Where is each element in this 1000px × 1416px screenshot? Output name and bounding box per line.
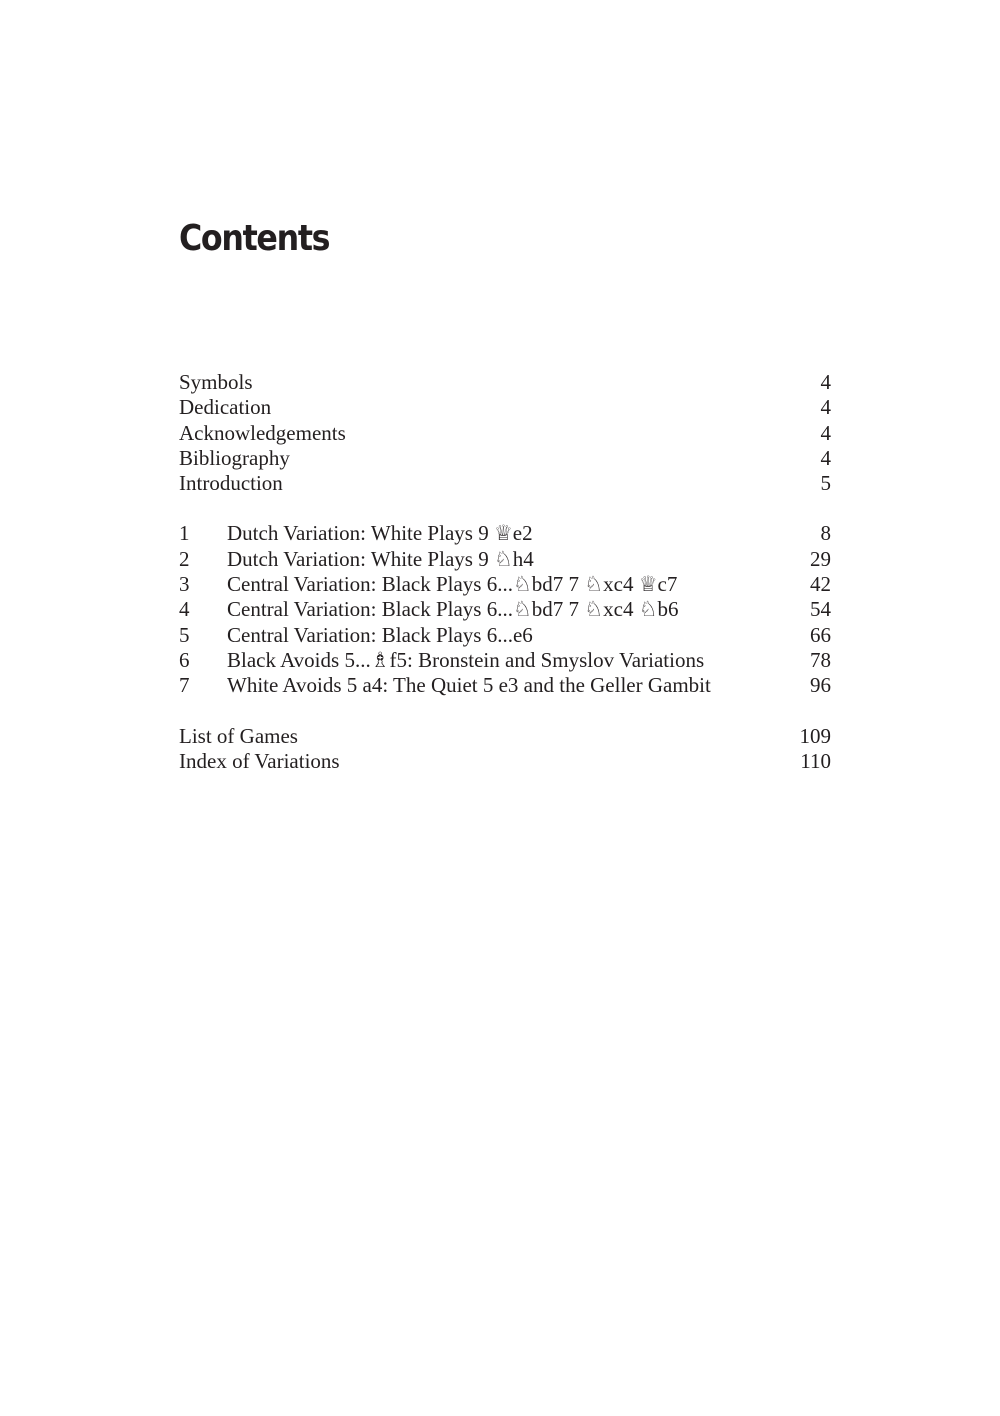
- toc-entry-dedication[interactable]: [179, 395, 831, 420]
- chapter-number: 5: [179, 622, 190, 647]
- toc-chapter-3[interactable]: [179, 572, 831, 597]
- chapter-page: 54: [810, 597, 831, 622]
- toc-chapter-1[interactable]: [179, 521, 831, 546]
- chapter-title: White Avoids 5 a4: The Quiet 5 e3 and the Geller Gambit: [227, 673, 711, 698]
- toc-entry-page: 5: [820, 471, 831, 496]
- chapter-title: Central Variation: Black Plays 6...♘bd7 7 ♘xc4 ♘b6: [227, 597, 679, 622]
- chapter-page: 8: [820, 521, 831, 546]
- toc-chapter-6[interactable]: [179, 648, 831, 673]
- chapter-number: 3: [179, 572, 190, 597]
- toc-entry-title: Symbols: [179, 370, 253, 394]
- chapter-number: 1: [179, 521, 190, 546]
- toc-entry-list-of-games[interactable]: [179, 724, 831, 749]
- toc-entry-title: Introduction: [179, 471, 283, 496]
- toc-entry-title: Bibliography: [179, 445, 290, 470]
- chapter-title: Dutch Variation: White Plays 9 ♕e2: [227, 521, 533, 546]
- toc-entry-page: 4: [820, 370, 831, 394]
- toc-chapter-2[interactable]: [179, 547, 831, 572]
- table-of-contents: [179, 370, 831, 774]
- chapter-title: Dutch Variation: White Plays 9 ♘h4: [227, 546, 534, 571]
- chapter-page: 96: [810, 673, 831, 698]
- chapter-page: 29: [810, 546, 831, 571]
- chapter-page: 42: [810, 572, 831, 597]
- toc-entry-title: Dedication: [179, 395, 272, 420]
- toc-entry-title: Acknowledgements: [179, 420, 346, 445]
- toc-entry-page: 4: [820, 445, 831, 470]
- toc-chapter-7[interactable]: [179, 673, 831, 698]
- chapter-title: Central Variation: Black Plays 6...e6: [227, 622, 533, 647]
- toc-entry-bibliography[interactable]: [179, 446, 831, 471]
- toc-entry-acknowledgements[interactable]: [179, 421, 831, 446]
- chapter-title: Central Variation: Black Plays 6...♘bd7 7 ♘xc4 ♕c7: [227, 572, 678, 597]
- chapter-page: 78: [810, 647, 831, 672]
- toc-entry-symbols[interactable]: [179, 370, 831, 395]
- chapter-list: [179, 521, 831, 698]
- toc-entry-index-of-variations[interactable]: [179, 749, 831, 774]
- front-matter-list: [179, 370, 831, 496]
- toc-entry-title: Index of Variations: [179, 748, 340, 773]
- toc-entry-page: 109: [799, 723, 831, 748]
- chapter-number: 6: [179, 647, 190, 672]
- chapter-number: 7: [179, 673, 190, 698]
- back-matter-list: [179, 724, 831, 775]
- toc-chapter-4[interactable]: [179, 597, 831, 622]
- page-title: Contents: [179, 218, 330, 259]
- toc-entry-title: List of Games: [179, 723, 298, 748]
- toc-entry-page: 4: [820, 420, 831, 445]
- toc-entry-introduction[interactable]: [179, 471, 831, 496]
- chapter-page: 66: [810, 622, 831, 647]
- toc-entry-page: 110: [800, 748, 831, 773]
- chapter-title: Black Avoids 5...♗f5: Bronstein and Smyslov Variations: [227, 647, 705, 672]
- chapter-number: 2: [179, 546, 190, 571]
- toc-entry-page: 4: [820, 395, 831, 420]
- chapter-number: 4: [179, 597, 190, 622]
- toc-chapter-5[interactable]: [179, 623, 831, 648]
